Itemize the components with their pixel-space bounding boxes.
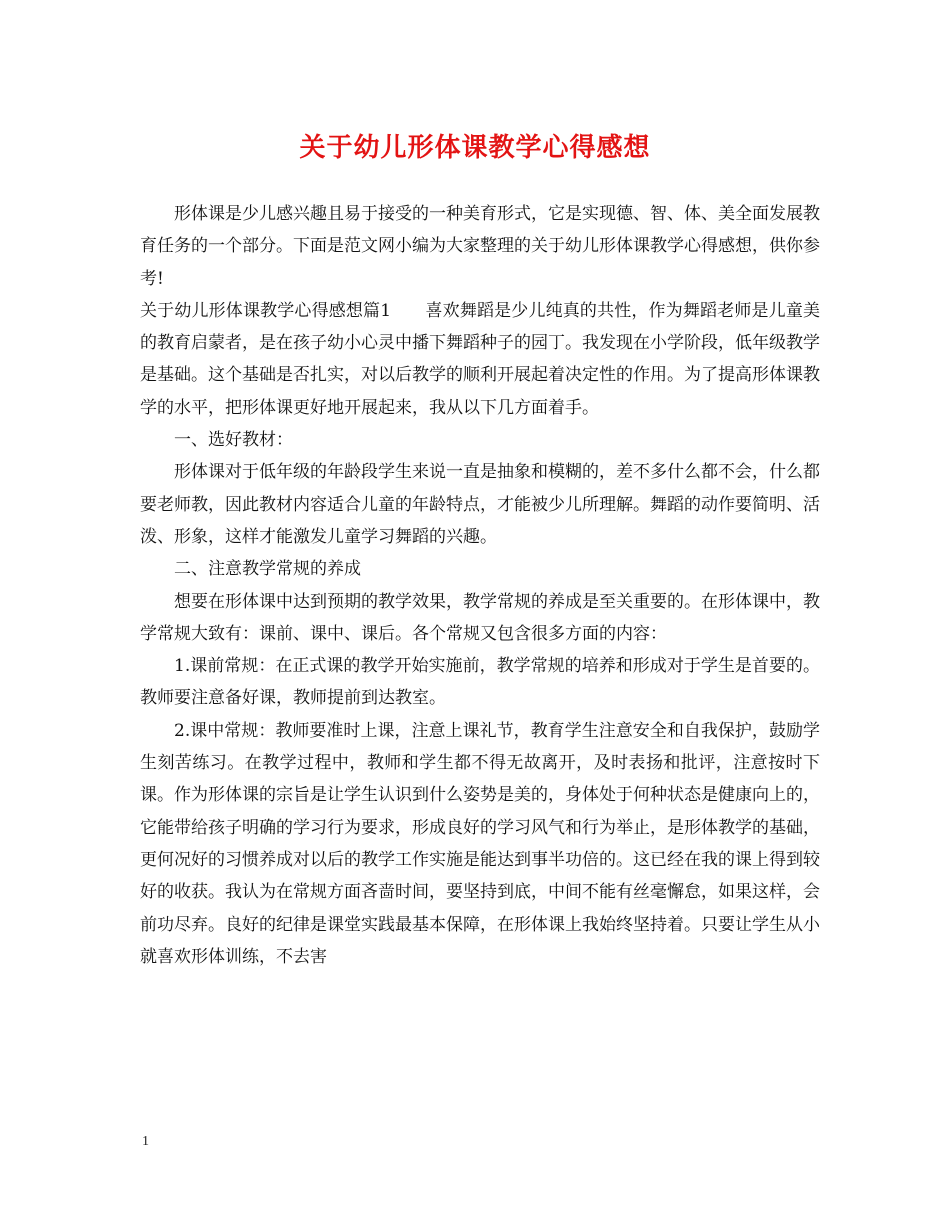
section-heading-1: 一、选好教材： bbox=[174, 430, 293, 451]
page-number: 1 bbox=[142, 1134, 149, 1149]
section-heading-2: 二、注意教学常规的养成 bbox=[174, 559, 361, 580]
document-body bbox=[140, 198, 820, 973]
document-title: 关于幼儿形体课教学心得感想 bbox=[299, 133, 651, 163]
pre-class-routine-paragraph: 1.课前常规：在正式课的教学开始实施前，教学常规的培养和形成对于学生是首要的。教师要注意备好课，教师提前到达教室。 bbox=[140, 656, 820, 709]
section-1-paragraph: 形体课对于低年级的年龄段学生来说一直是抽象和模糊的，差不多什么都不会，什么都要老师教，因此教材内容适合儿童的年龄特点，才能被少儿所理解。舞蹈的动作要简明、活泼、形象，这样才能激发儿童学习舞蹈的兴趣。 bbox=[140, 462, 820, 547]
in-class-routine-paragraph: 2.课中常规：教师要准时上课，注意上课礼节，教育学生注意安全和自我保护，鼓励学生刻苦练习。在教学过程中，教师和学生都不得无故离开，及时表扬和批评，注意按时下课。作为形体课的宗旨是让学生认识到什么姿势是美的，身体处于何种状态是健康向上的，它能带给孩子明确的学习行为要求，形成良好的学习风气和行为举止，是形体教学的基础，更何况好的习惯养成对以后的教学工作实施是能达到事半功倍的。这已经在我的课上得到较好的收获。我认为在常规方面吝啬时间，要坚持到底，中间不能有丝毫懈怠，如果这样，会前功尽弃。良好的纪律是课堂实践最基本保障，在形体课上我始终坚持着。只要让学生从小就喜欢形体训练，不去害 bbox=[140, 720, 820, 967]
intro-paragraph: 形体课是少儿感兴趣且易于接受的一种美育形式，它是实现德、智、体、美全面发展教育任务的一个部分。下面是范文网小编为大家整理的关于幼儿形体课教学心得感想，供你参考! bbox=[140, 204, 820, 289]
section-2-paragraph: 想要在形体课中达到预期的教学效果，教学常规的养成是至关重要的。在形体课中，教学常规大致有：课前、课中、课后。各个常规又包含很多方面的内容： bbox=[140, 591, 820, 644]
article-1-paragraph: 关于幼儿形体课教学心得感想篇1 喜欢舞蹈是少儿纯真的共性，作为舞蹈老师是儿童美的教育启蒙者，是在孩子幼小心灵中播下舞蹈种子的园丁。我发现在小学阶段，低年级教学是基础。这个基础是否扎实，对以后教学的顺利开展起着决定性的作用。为了提高形体课教学的水平，把形体课更好地开展起来，我从以下几方面着手。 bbox=[140, 300, 820, 418]
